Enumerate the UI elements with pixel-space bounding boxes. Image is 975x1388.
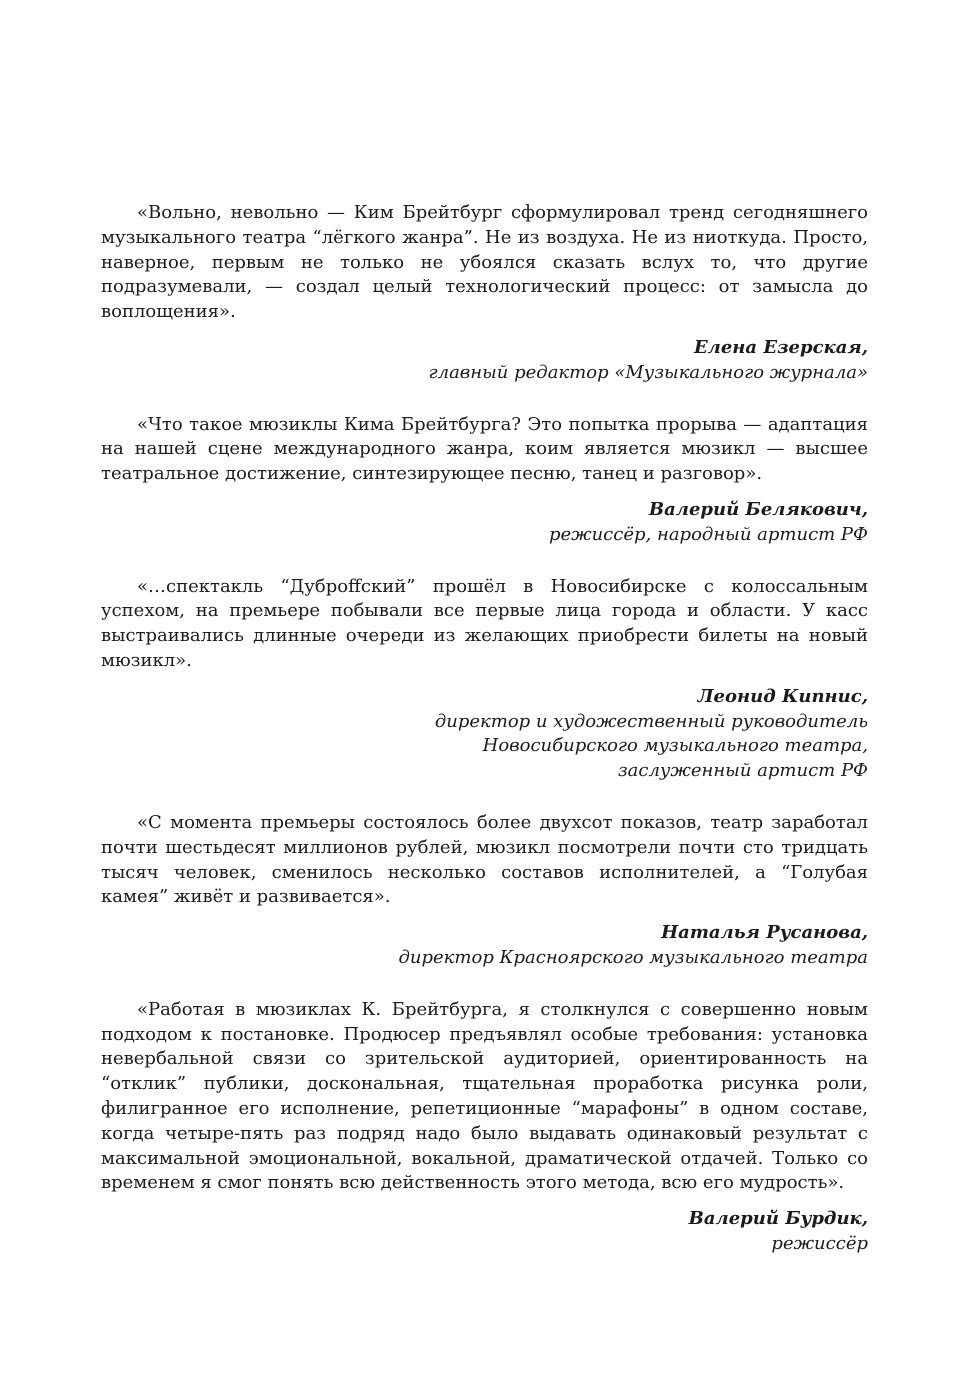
author-name: Валерий Белякович, <box>648 498 868 520</box>
quote-attribution <box>101 921 868 971</box>
quote-block <box>101 811 868 971</box>
page-content <box>101 201 868 1257</box>
quote-attribution <box>101 498 868 548</box>
quote-attribution <box>101 685 868 784</box>
author-name: Елена Езерская, <box>693 336 868 358</box>
author-name: Валерий Бурдик, <box>688 1208 868 1230</box>
quote-block <box>101 575 868 784</box>
quote-text: «Работая в мюзиклах К. Брейтбурга, я столкнулся с совершенно новым подходом к постановке. Продюсер предъявлял особые требования: установка невербальной связи со зрительской аудиторией, ориентированность на “отклик” публики, доскональная, тщательная проработка рисунка роли, филигранное его исполнение, репетиционные “марафоны” в одном составе, когда четыре-пять раз подряд надо было выдавать одинаковый результат с максимальной эмоциональной, вокальной, драматической отдачей. Только со временем я смог понять всю действенность этого метода, всю его мудрость». <box>101 998 868 1194</box>
author-role: главный редактор «Музыкального журнала» <box>428 361 868 383</box>
author-role: заслуженный артист РФ <box>617 760 868 782</box>
author-role: режиссёр <box>771 1232 868 1254</box>
quote-attribution <box>101 336 868 386</box>
author-name: Леонид Кипнис, <box>697 685 868 707</box>
quote-text: «Вольно, невольно — Ким Брейтбург сформулировал тренд сегодняшнего музыкального театра “лёгкого жанра”. Не из воздуха. Не из ниоткуда. Просто, наверное, первым не только не убоялся сказать вслух то, что другие подразумевали, — создал целый технологический процесс: от замысла до воплощения». <box>101 202 868 323</box>
quote-attribution <box>101 1207 868 1257</box>
quote-block <box>101 998 868 1257</box>
author-role: режиссёр, народный артист РФ <box>548 523 868 545</box>
quote-text: «…спектакль “Дубрoffский” прошёл в Новосибирске с колоссальным успехом, на премьере побывали все первые лица города и области. У касс выстраивались длинные очереди из желающих приобрести билеты на новый мюзикл». <box>101 575 868 671</box>
quote-block <box>101 413 868 548</box>
author-role: Новосибирского музыкального театра, <box>482 735 868 757</box>
author-role: директор и художественный руководитель <box>434 710 868 732</box>
quote-block <box>101 201 868 386</box>
author-name: Наталья Русанова, <box>661 922 868 944</box>
quote-text: «Что такое мюзиклы Кима Брейтбурга? Это попытка прорыва — адаптация на нашей сцене международного жанра, коим является мюзикл — высшее театральное достижение, синтезирующее песню, танец и разговор». <box>101 413 868 485</box>
quote-text: «С момента премьеры состоялось более двухсот показов, театр заработал почти шестьдесят миллионов рублей, мюзикл посмотрели почти сто тридцать тысяч человек, сменилось несколько составов исполнителей, а “Голубая камея” живёт и развивается». <box>101 811 868 908</box>
author-role: директор Красноярского музыкального театра <box>398 946 868 968</box>
